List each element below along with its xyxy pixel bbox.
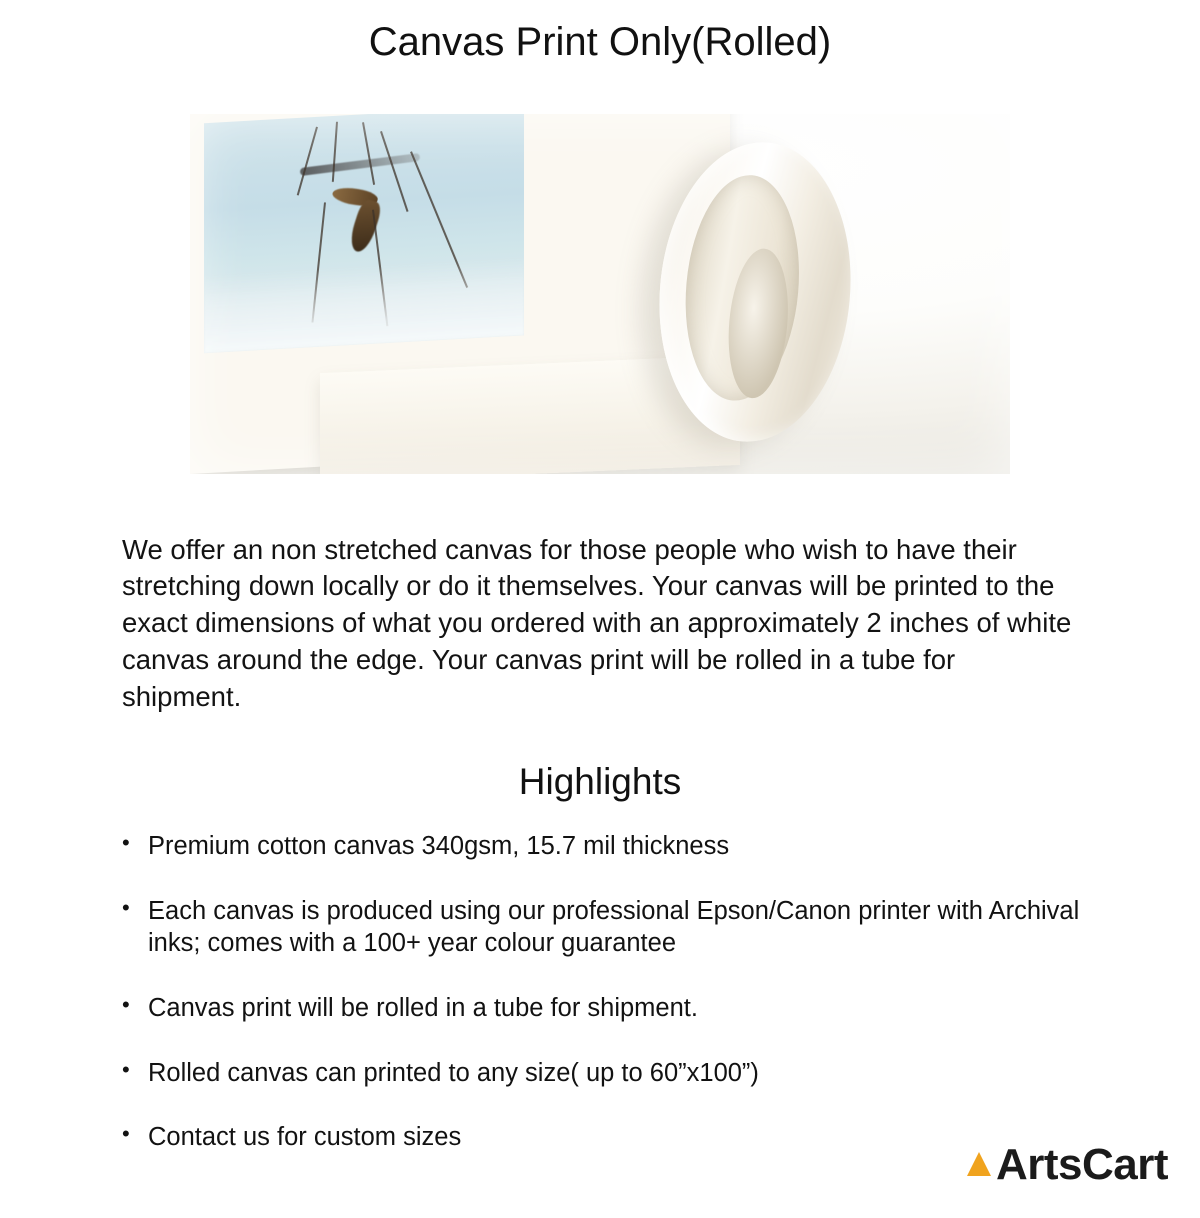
- product-image: [190, 114, 1010, 474]
- mosquito-leg: [297, 127, 318, 196]
- product-description: We offer an non stretched canvas for those people who wish to have their stretching down locally or do it themselves. Your canvas will be printed to the exact dimensions of what you ordered with an approximately 2 inches of white canvas around the edge. Your canvas print will be rolled in a tube for shipment.: [122, 533, 1072, 712]
- triangle-icon: [964, 1150, 994, 1180]
- mosquito-leg: [372, 210, 388, 327]
- mosquito-leg: [311, 202, 326, 322]
- list-item: • Canvas print will be rolled in a tube for shipment.: [118, 992, 1108, 1025]
- brand-logo: [964, 1140, 1168, 1190]
- mosquito-leg: [362, 122, 375, 185]
- list-item: • Contact us for custom sizes: [118, 1121, 1108, 1154]
- highlights-list: [118, 830, 1108, 1186]
- highlights-heading: Highlights: [518, 760, 682, 802]
- roll-core: [723, 246, 794, 400]
- mosquito-leg: [380, 131, 408, 212]
- mosquito-leg: [410, 151, 468, 288]
- page-title: Canvas Print Only(Rolled): [368, 20, 832, 64]
- product-info-page: [0, 18, 1200, 1218]
- mosquito-wing: [300, 153, 420, 176]
- list-item: • Premium cotton canvas 340gsm, 15.7 mil thickness: [118, 830, 1108, 863]
- brand-logo-text: ArtsCart: [995, 1140, 1168, 1189]
- roll-inner-surface: [677, 170, 808, 405]
- list-item: • Rolled canvas can printed to any size( up to 60”x100”): [118, 1057, 1108, 1090]
- mosquito-leg: [332, 122, 338, 182]
- printed-photo-area: [204, 114, 524, 353]
- list-item: • Each canvas is produced using our professional Epson/Canon printer with Archival inks; comes with a 100+ year colour guarantee: [118, 895, 1108, 960]
